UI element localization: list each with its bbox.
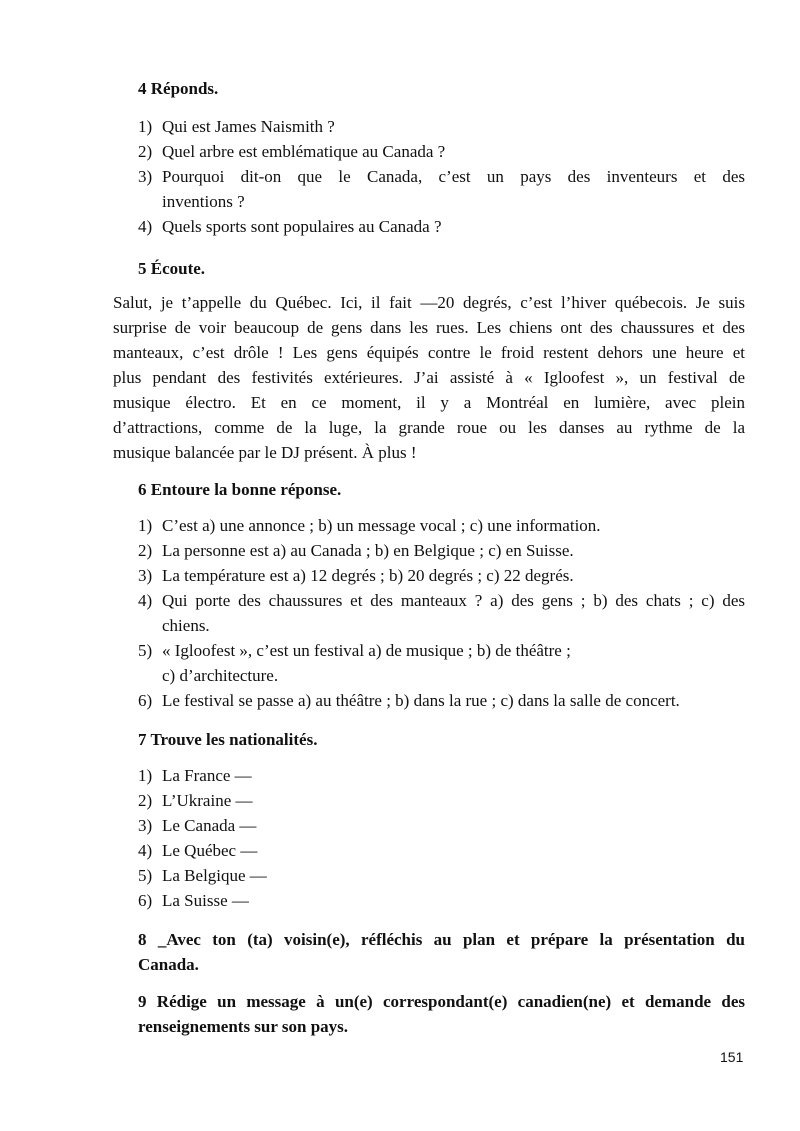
list-item [138, 838, 745, 863]
instruction-line: 8 _Avec ton (ta) voisin(e), réfléchis au plan et prépare la présentation du [138, 930, 745, 949]
paragraph-line: manteaux, c’est drôle ! Les gens équipés contre le froid restent dehors une heure et [113, 343, 745, 362]
item-text: La température est a) 12 degrés ; b) 20 degrés ; c) 22 degrés. [162, 566, 574, 585]
exercise-7-list [138, 763, 745, 913]
list-item [138, 563, 745, 588]
list-item [138, 788, 745, 813]
page-number: 151 [720, 1049, 744, 1065]
list-item [138, 538, 745, 563]
list-item [138, 214, 745, 239]
item-text: Le Québec — [162, 841, 258, 860]
item-number: 3) [138, 167, 153, 186]
item-text-continued: inventions ? [162, 192, 245, 211]
paragraph-line: Salut, je t’appelle du Québec. Ici, il fait —20 degrés, c’est l’hiver québecois. Je suis [113, 293, 745, 312]
exercise-5-title: 5 Écoute. [138, 259, 206, 278]
item-number: 4) [138, 841, 153, 860]
list-item [138, 139, 745, 164]
item-number: 5) [138, 641, 153, 660]
item-text: « Igloofest », c’est un festival a) de musique ; b) de théâtre ; [162, 641, 571, 660]
exercise-8-instruction [138, 927, 745, 977]
paragraph-line: d’attractions, comme de la luge, la grande roue ou les danses au rythme de la [113, 418, 745, 437]
item-number: 6) [138, 891, 153, 910]
exercise-6-title: 6 Entoure la bonne réponse. [138, 480, 342, 499]
paragraph-line: plus pendant des festivités extérieures. J’ai assisté à « Igloofest », un festival de [113, 368, 745, 387]
list-item [138, 638, 745, 688]
item-text: La personne est a) au Canada ; b) en Belgique ; c) en Suisse. [162, 541, 574, 560]
item-number: 6) [138, 691, 153, 710]
item-text: Quels sports sont populaires au Canada ? [162, 217, 442, 236]
paragraph-line: surprise de voir beaucoup de gens dans les rues. Les chiens ont des chaussures et des [113, 318, 745, 337]
item-text: Qui porte des chaussures et des manteaux ? a) des gens ; b) des chats ; c) des [162, 591, 745, 610]
item-text-continued: chiens. [162, 616, 210, 635]
paragraph-line: musique balancée par le DJ présent. À plus ! [113, 443, 417, 462]
paragraph-line: musique électro. Et en ce moment, il y a Montréal en lumière, avec plein [113, 393, 745, 412]
list-item [138, 588, 745, 638]
item-text: L’Ukraine — [162, 791, 253, 810]
list-item [138, 688, 745, 713]
item-text: Le festival se passe a) au théâtre ; b) dans la rue ; c) dans la salle de concert. [162, 691, 680, 710]
item-number: 4) [138, 217, 153, 236]
instruction-line: Canada. [138, 955, 199, 974]
item-number: 3) [138, 566, 153, 585]
list-item [138, 763, 745, 788]
item-number: 1) [138, 766, 153, 785]
list-item [138, 164, 745, 214]
exercise-4-title: 4 Réponds. [138, 79, 219, 98]
item-text-continued: c) d’architecture. [162, 666, 279, 685]
item-number: 4) [138, 591, 153, 610]
exercise-7-title: 7 Trouve les nationalités. [138, 730, 318, 749]
item-text: Pourquoi dit-on que le Canada, c’est un pays des inventeurs et des [162, 167, 745, 186]
instruction-line: 9 Rédige un message à un(e) correspondant(e) canadien(ne) et demande des [138, 992, 745, 1011]
item-text: C’est a) une annonce ; b) un message vocal ; c) une information. [162, 516, 601, 535]
list-item [138, 114, 745, 139]
exercise-4-questions [138, 114, 745, 239]
item-text: Qui est James Naismith ? [162, 117, 335, 136]
exercise-6-questions [138, 513, 745, 713]
item-number: 5) [138, 866, 153, 885]
item-text: La Suisse — [162, 891, 249, 910]
item-number: 2) [138, 791, 153, 810]
list-item [138, 888, 745, 913]
item-text: La France — [162, 766, 252, 785]
item-text: La Belgique — [162, 866, 267, 885]
item-number: 2) [138, 142, 153, 161]
listening-text [113, 290, 745, 465]
list-item [138, 863, 745, 888]
item-text: Le Canada — [162, 816, 257, 835]
item-number: 2) [138, 541, 153, 560]
item-number: 1) [138, 516, 153, 535]
item-text: Quel arbre est emblématique au Canada ? [162, 142, 446, 161]
item-number: 3) [138, 816, 153, 835]
exercise-9-instruction [138, 989, 745, 1039]
item-number: 1) [138, 117, 153, 136]
list-item [138, 513, 745, 538]
list-item [138, 813, 745, 838]
instruction-line: renseignements sur son pays. [138, 1017, 349, 1036]
